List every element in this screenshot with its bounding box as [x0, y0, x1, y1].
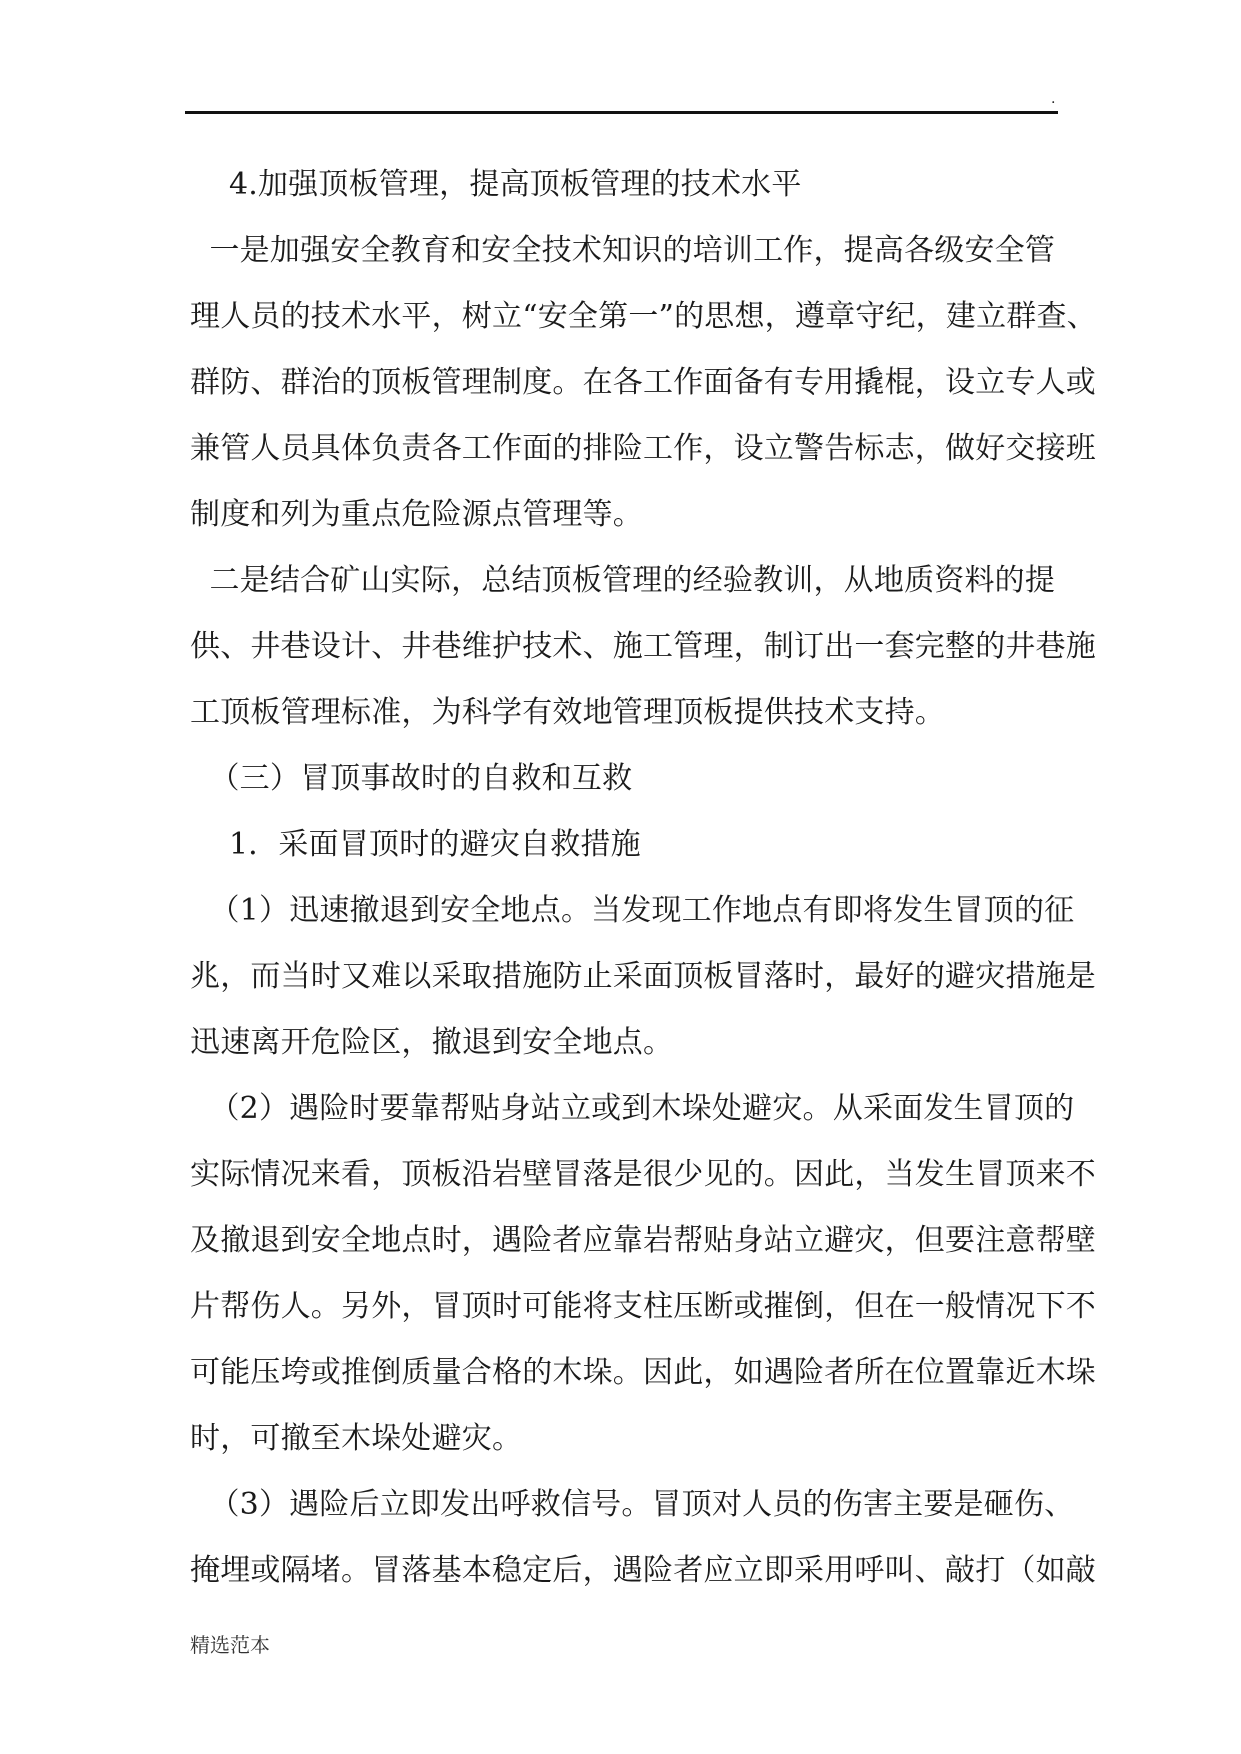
text-line: 4.加强顶板管理，提高顶板管理的技术水平: [190, 167, 802, 202]
header-dot: .: [1051, 91, 1056, 107]
subsection-heading-1: [190, 812, 1058, 878]
text-line: 掩埋或隔堵。冒落基本稳定后，遇险者应立即采用呼叫、敲打（如敲: [190, 1553, 1096, 1588]
text-line: 群防、群治的顶板管理制度。在各工作面备有专用撬棍，设立专人或: [190, 365, 1096, 400]
text-line: 实际情况来看，顶板沿岩壁冒落是很少见的。因此，当发生冒顶来不: [190, 1157, 1096, 1192]
paragraph-second: [190, 548, 1096, 746]
text-line: 兆，而当时又难以采取措施防止采面顶板冒落时，最好的避灾措施是: [190, 959, 1096, 994]
text-line: 可能压垮或推倒质量合格的木垛。因此，如遇险者所在位置靠近木垛: [190, 1355, 1096, 1390]
text-line: 工顶板管理标准，为科学有效地管理顶板提供技术支持。: [190, 695, 945, 730]
header-rule: [185, 111, 1058, 114]
list-item-1: [190, 878, 1096, 1076]
text-line: （3）遇险后立即发出呼救信号。冒顶对人员的伤害主要是砸伤、: [190, 1487, 1075, 1522]
section-heading-4: [190, 152, 1058, 218]
text-line: 二是结合矿山实际，总结顶板管理的经验教训，从地质资料的提: [190, 563, 1056, 598]
text-line: 制度和列为重点危险源点管理等。: [190, 497, 643, 532]
list-item-3: [190, 1472, 1096, 1604]
list-item-2: [190, 1076, 1096, 1472]
text-line: 供、井巷设计、井巷维护技术、施工管理，制订出一套完整的井巷施: [190, 629, 1096, 664]
text-line: 片帮伤人。另外，冒顶时可能将支柱压断或摧倒，但在一般情况下不: [190, 1289, 1096, 1324]
text-line: 理人员的技术水平，树立“安全第一”的思想，遵章守纪，建立群查、: [190, 299, 1097, 334]
text-line: （2）遇险时要靠帮贴身站立或到木垛处避灾。从采面发生冒顶的: [190, 1091, 1075, 1126]
text-line: 1．采面冒顶时的避灾自救措施: [190, 827, 641, 862]
text-line: 兼管人员具体负责各工作面的排险工作，设立警告标志，做好交接班: [190, 431, 1096, 466]
text-line: （1）迅速撤退到安全地点。当发现工作地点有即将发生冒顶的征: [190, 893, 1075, 928]
paragraph-first: [190, 218, 1097, 548]
text-line: 一是加强安全教育和安全技术知识的培训工作，提高各级安全管: [190, 233, 1056, 268]
text-line: （三）冒顶事故时的自救和互救: [190, 761, 633, 796]
text-line: 时，可撤至木垛处避灾。: [190, 1421, 523, 1456]
document-body: [190, 152, 1097, 1604]
section-heading-3: [190, 746, 1058, 812]
text-line: 及撤退到安全地点时，遇险者应靠岩帮贴身站立避灾，但要注意帮壁: [190, 1223, 1096, 1258]
footer-label: 精选范本: [190, 1633, 270, 1657]
text-line: 迅速离开危险区，撤退到安全地点。: [190, 1025, 674, 1060]
